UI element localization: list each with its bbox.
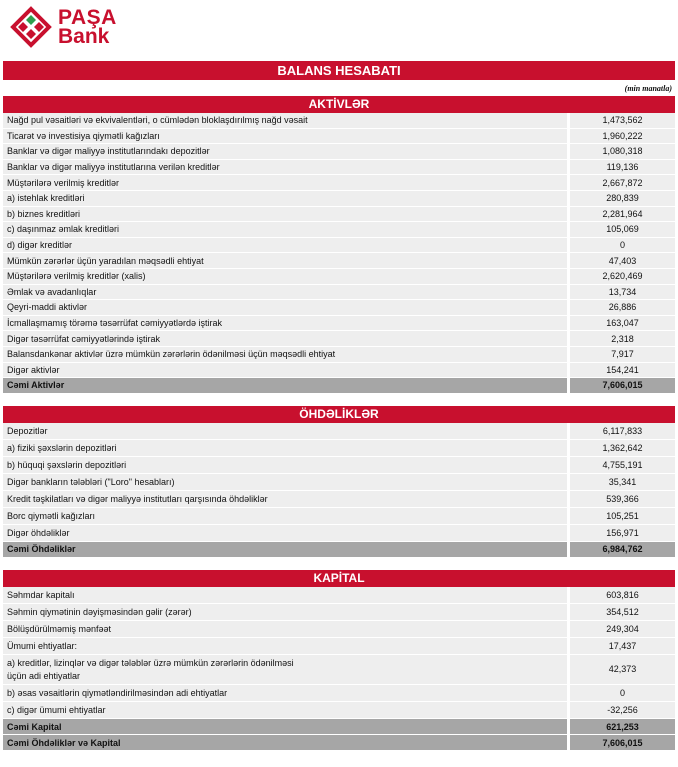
grand-total-value: 7,606,015 bbox=[569, 735, 676, 751]
row-value: 17,437 bbox=[569, 638, 676, 655]
table-row bbox=[3, 315, 675, 331]
row-label: İcmallaşmamış törəmə təsərrüfat cəmiyyətlərdə iştirak bbox=[3, 315, 569, 331]
row-value: 1,960,222 bbox=[569, 128, 676, 144]
row-label: Nağd pul vəsaitləri və ekvivalentləri, o cümlədən bloklaşdırılmış nağd vəsait bbox=[3, 113, 569, 128]
row-label: Əmlak və avadanlıqlar bbox=[3, 284, 569, 300]
row-label: Ticarət və investisiya qiymətli kağızları bbox=[3, 128, 569, 144]
row-label: Mümkün zərərlər üçün yaradılan məqsədli ehtiyat bbox=[3, 253, 569, 269]
table-row bbox=[3, 190, 675, 206]
row-label: Səhmin qiymətinin dəyişməsindən gəlir (zərər) bbox=[3, 604, 569, 621]
row-label: c) daşınmaz əmlak kreditləri bbox=[3, 222, 569, 238]
total-value: 621,253 bbox=[569, 719, 676, 735]
table-row bbox=[3, 144, 675, 160]
table-row bbox=[3, 638, 675, 655]
table-row bbox=[3, 491, 675, 508]
row-value: 354,512 bbox=[569, 604, 676, 621]
row-label: c) digər ümumi ehtiyatlar bbox=[3, 702, 569, 719]
row-value: -32,256 bbox=[569, 702, 676, 719]
table-row bbox=[3, 440, 675, 457]
row-label: Bölüşdürülməmiş mənfəət bbox=[3, 621, 569, 638]
equity-table bbox=[3, 587, 675, 751]
row-label: Depozitlər bbox=[3, 423, 569, 440]
section-assets bbox=[3, 96, 675, 394]
total-label: Cəmi Öhdəliklər bbox=[3, 542, 569, 558]
row-label: Digər bankların tələbləri ("Loro" hesabları) bbox=[3, 474, 569, 491]
row-label: b) hüquqi şəxslərin depozitləri bbox=[3, 457, 569, 474]
brand-line1: PAŞA bbox=[58, 6, 117, 29]
section-liabilities bbox=[3, 406, 675, 558]
row-label: Səhmdar kapitalı bbox=[3, 587, 569, 604]
total-row bbox=[3, 542, 675, 558]
total-value: 7,606,015 bbox=[569, 378, 676, 394]
row-label: a) istehlak kreditləri bbox=[3, 190, 569, 206]
table-row bbox=[3, 457, 675, 474]
row-label: b) əsas vəsaitlərin qiymətləndirilməsindən adi ehtiyatlar bbox=[3, 685, 569, 702]
row-value: 603,816 bbox=[569, 587, 676, 604]
row-label: Banklar və digər maliyyə institutlarına verilən kreditlər bbox=[3, 159, 569, 175]
table-row bbox=[3, 268, 675, 284]
row-value: 7,917 bbox=[569, 346, 676, 362]
row-value: 163,047 bbox=[569, 315, 676, 331]
row-value: 105,251 bbox=[569, 508, 676, 525]
row-label: d) digər kreditlər bbox=[3, 237, 569, 253]
table-row bbox=[3, 423, 675, 440]
table-row bbox=[3, 159, 675, 175]
table-row bbox=[3, 237, 675, 253]
row-value: 0 bbox=[569, 685, 676, 702]
row-value: 1,473,562 bbox=[569, 113, 676, 128]
table-row bbox=[3, 702, 675, 719]
row-label: a) kreditlər, lizinqlər və digər tələblər üzrə mümkün zərərlərin ödənilməsi üçün adi ehtiyatlar bbox=[3, 655, 569, 685]
table-row bbox=[3, 113, 675, 128]
table-row bbox=[3, 284, 675, 300]
row-label: a) fiziki şəxslərin depozitləri bbox=[3, 440, 569, 457]
row-value: 154,241 bbox=[569, 362, 676, 378]
table-row bbox=[3, 621, 675, 638]
total-row bbox=[3, 378, 675, 394]
table-row bbox=[3, 128, 675, 144]
row-value: 47,403 bbox=[569, 253, 676, 269]
row-value: 539,366 bbox=[569, 491, 676, 508]
section-heading: ÖHDƏLİKLƏR bbox=[3, 406, 675, 423]
row-value: 156,971 bbox=[569, 525, 676, 542]
table-row bbox=[3, 253, 675, 269]
row-label: Digər aktivlər bbox=[3, 362, 569, 378]
row-label: Müştərilərə verilmiş kreditlər bbox=[3, 175, 569, 191]
row-value: 1,362,642 bbox=[569, 440, 676, 457]
table-row bbox=[3, 508, 675, 525]
table-row bbox=[3, 331, 675, 347]
pasha-bank-logo bbox=[10, 4, 117, 50]
row-label: Borc qiymətli kağızları bbox=[3, 508, 569, 525]
row-value: 6,117,833 bbox=[569, 423, 676, 440]
row-value: 26,886 bbox=[569, 300, 676, 316]
row-value: 1,080,318 bbox=[569, 144, 676, 160]
table-row bbox=[3, 362, 675, 378]
table-row bbox=[3, 474, 675, 491]
row-label: Ümumi ehtiyatlar: bbox=[3, 638, 569, 655]
grand-total-row bbox=[3, 735, 675, 751]
liabilities-table bbox=[3, 423, 675, 558]
row-label: Müştərilərə verilmiş kreditlər (xalis) bbox=[3, 268, 569, 284]
section-heading: KAPİTAL bbox=[3, 570, 675, 587]
row-value: 13,734 bbox=[569, 284, 676, 300]
table-row bbox=[3, 206, 675, 222]
grand-total-label: Cəmi Öhdəliklər və Kapital bbox=[3, 735, 569, 751]
section-equity bbox=[3, 570, 675, 751]
row-label: Banklar və digər maliyyə institutlarındakı depozitlər bbox=[3, 144, 569, 160]
row-value: 2,620,469 bbox=[569, 268, 676, 284]
table-row bbox=[3, 587, 675, 604]
units-note: (min manatla) bbox=[624, 84, 672, 93]
row-value: 105,069 bbox=[569, 222, 676, 238]
table-row bbox=[3, 175, 675, 191]
table-row bbox=[3, 300, 675, 316]
brand-line2: Bank bbox=[58, 25, 110, 48]
table-row bbox=[3, 655, 675, 685]
row-label: Digər təsərrüfat cəmiyyətlərində iştirak bbox=[3, 331, 569, 347]
row-label: Kredit təşkilatları və digər maliyyə institutları qarşısında öhdəliklər bbox=[3, 491, 569, 508]
row-label: Balansdankənar aktivlər üzrə mümkün zərərlərin ödənilməsi üçün məqsədli ehtiyat bbox=[3, 346, 569, 362]
total-label: Cəmi Aktivlər bbox=[3, 378, 569, 394]
pasha-bank-logo-icon bbox=[10, 6, 52, 48]
row-value: 2,318 bbox=[569, 331, 676, 347]
assets-table bbox=[3, 113, 675, 394]
section-heading: AKTİVLƏR bbox=[3, 96, 675, 113]
row-value: 0 bbox=[569, 237, 676, 253]
row-value: 4,755,191 bbox=[569, 457, 676, 474]
total-label: Cəmi Kapital bbox=[3, 719, 569, 735]
row-value: 35,341 bbox=[569, 474, 676, 491]
table-row bbox=[3, 525, 675, 542]
total-value: 6,984,762 bbox=[569, 542, 676, 558]
row-value: 119,136 bbox=[569, 159, 676, 175]
report-title: BALANS HESABATI bbox=[3, 61, 675, 80]
table-row bbox=[3, 222, 675, 238]
row-label: b) biznes kreditləri bbox=[3, 206, 569, 222]
row-label: Digər öhdəliklər bbox=[3, 525, 569, 542]
row-value: 2,667,872 bbox=[569, 175, 676, 191]
total-row bbox=[3, 719, 675, 735]
row-label: Qeyri-maddi aktivlər bbox=[3, 300, 569, 316]
row-value: 249,304 bbox=[569, 621, 676, 638]
table-row bbox=[3, 346, 675, 362]
row-value: 280,839 bbox=[569, 190, 676, 206]
row-value: 42,373 bbox=[569, 655, 676, 685]
table-row bbox=[3, 685, 675, 702]
table-row bbox=[3, 604, 675, 621]
row-value: 2,281,964 bbox=[569, 206, 676, 222]
